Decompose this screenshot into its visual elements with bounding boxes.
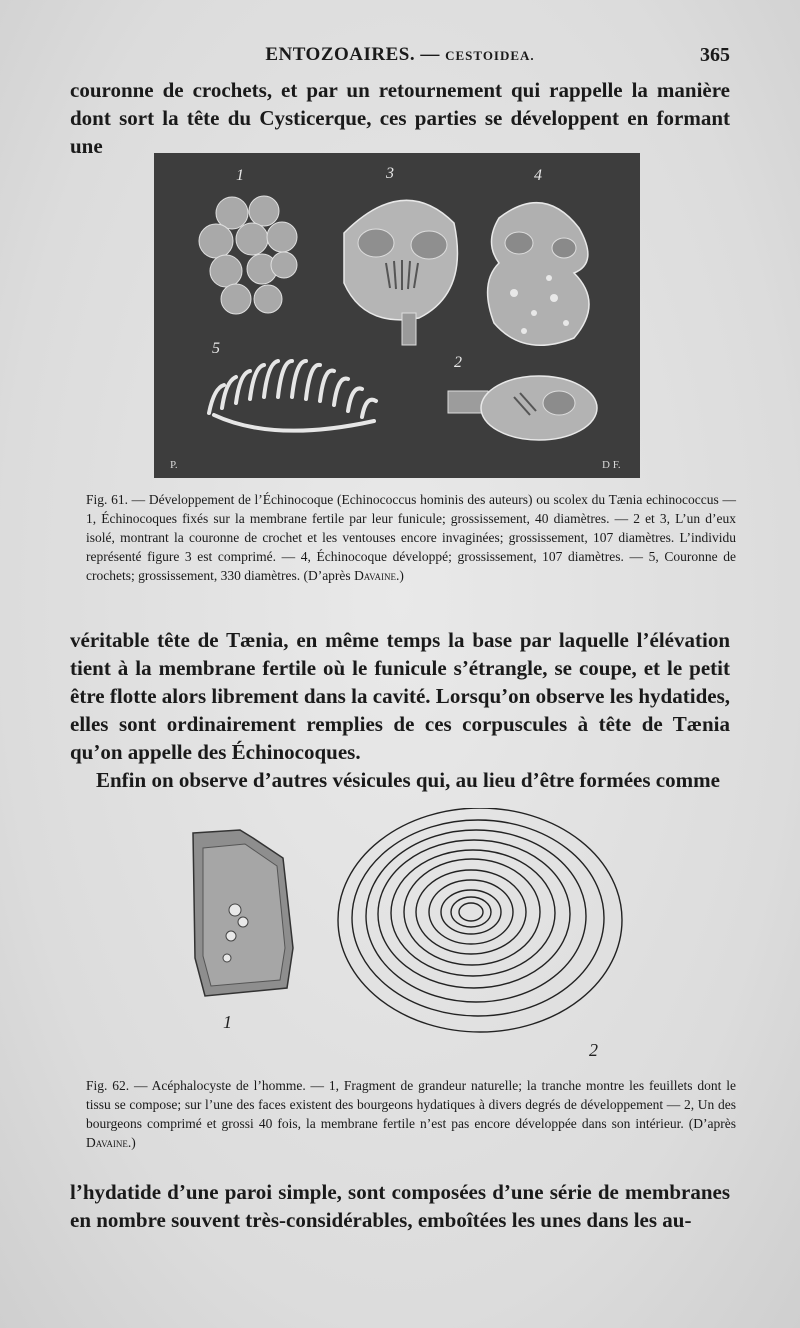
figure-62-caption xyxy=(86,1076,736,1152)
fig62-label-1: 1 xyxy=(223,1012,232,1032)
fig62-item-1-fragment xyxy=(193,830,293,996)
page-number: 365 xyxy=(700,44,730,66)
figure-62-caption-text: Fig. 62. — Acéphalocyste de l’homme. — 1, Fragment de grandeur naturelle; la tranche montre les feuillets dont le tissu se compose; sur l’une des faces existent des bourgeons hydatiques à divers degrés de développement — 2, Un des bourgeons comprimé et grossi 40 fois, la membrane fertile n’est pas encore développée dans son intérieur. (D’après xyxy=(86,1078,736,1131)
fig61-engraver-right: D F. xyxy=(602,459,621,471)
paragraph-1: couronne de crochets, et par un retournement qui rappelle la manière dont sort la tête du Cysticerque, ces parties se développent en formant une xyxy=(70,78,730,158)
running-head xyxy=(70,44,730,70)
figure-61-engraving xyxy=(154,153,640,478)
paragraph-bottom xyxy=(70,1178,730,1234)
figure-61-caption xyxy=(86,490,736,585)
paragraph-middle xyxy=(70,626,730,794)
fig61-label-1: 1 xyxy=(236,167,244,184)
running-title-main: ENTOZOAIRES. — xyxy=(265,44,440,65)
figure-62-drawing xyxy=(185,808,625,1068)
fig62-item-2-bud xyxy=(338,808,622,1032)
figure-61-drawing xyxy=(154,153,640,478)
fig61-label-4: 4 xyxy=(534,167,542,184)
fig61-label-2: 2 xyxy=(454,354,462,371)
paragraph-3: Enfin on observe d’autres vésicules qui, au lieu d’être formées comme xyxy=(96,768,720,792)
running-title xyxy=(70,44,730,66)
running-title-section: CESTOIDEA. xyxy=(445,48,535,63)
figure-62-caption-author: Davaine.) xyxy=(86,1135,136,1150)
paragraph-top xyxy=(70,76,730,160)
fig61-engraver-left: P. xyxy=(170,459,178,471)
figure-61-caption-author: Davaine.) xyxy=(354,568,404,583)
figure-61-caption-text: Fig. 61. — Développement de l’Échinocoque (Echinococcus hominis des auteurs) ou scolex du Tænia echinococcus — 1, Échinocoques fixés sur la membrane fertile par leur funicule; grossissement, 40 diamètres. — 2 et 3, L’un d’eux isolé, montrant la couronne de crochet et les ventouses encore invaginées; grossissement, 107 diamètres. L’individu représenté figure 3 est comprimé. — 4, Échinocoque développé; grossissement, 107 diamètres. — 5, Couronne de crochets; grossissement, 330 diamètres. (D’après xyxy=(86,492,736,583)
fig61-label-5: 5 xyxy=(212,340,220,357)
fig61-label-3: 3 xyxy=(386,165,394,182)
paragraph-4: l’hydatide d’une paroi simple, sont composées d’une série de membranes en nombre souvent très-considérables, emboîtées les unes dans les au- xyxy=(70,1180,730,1232)
fig61-item-4-developed xyxy=(488,203,589,346)
paragraph-2: véritable tête de Tænia, en même temps la base par laquelle l’élévation tient à la membrane fertile où le funicule s’étrangle, se coupe, et le petit être flotte alors librement dans la cavité. Lorsqu’on observe les hydatides, elles sont ordinairement remplies de ces corpuscules à tête de Tænia qu’on appelle des Échinocoques. xyxy=(70,628,730,764)
figure-62-engraving xyxy=(185,808,625,1068)
fig62-label-2: 2 xyxy=(589,1040,598,1060)
